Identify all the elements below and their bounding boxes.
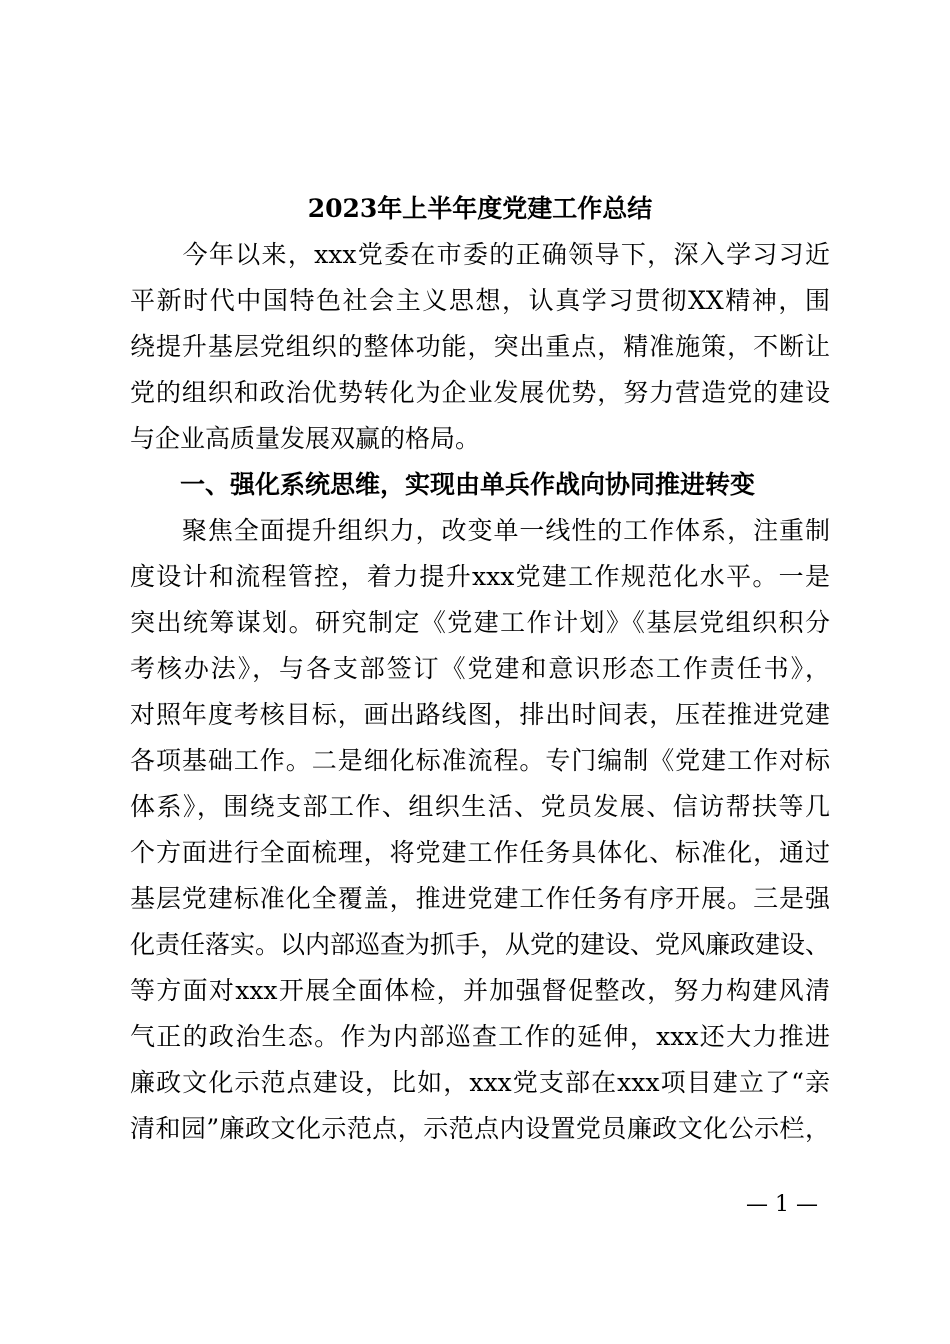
section-heading: 一、强化系统思维，实现由单兵作战向协同推进转变 [130, 470, 756, 499]
paragraph-line: 基层党建标准化全覆盖，推进党建工作任务有序开展。三是强 [130, 884, 830, 913]
paragraph-line: 考核办法》，与各支部签订《党建和意识形态工作责任书》， [130, 654, 830, 683]
paragraph-line: 今年以来，xxx党委在市委的正确领导下，深入学习习近 [130, 240, 830, 269]
paragraph-line: 平新时代中国特色社会主义思想，认真学习贯彻XX精神，围 [130, 286, 830, 315]
paragraph-line: 各项基础工作。二是细化标准流程。专门编制《党建工作对标 [130, 746, 830, 775]
paragraph-line: 聚焦全面提升组织力，改变单一线性的工作体系，注重制 [130, 516, 830, 545]
paragraph-line: 党的组织和政治优势转化为企业发展优势，努力营造党的建设 [130, 378, 830, 407]
paragraph-line: 廉政文化示范点建设，比如，xxx党支部在xxx项目建立了“亲 [130, 1068, 830, 1097]
paragraph-line: 气正的政治生态。作为内部巡查工作的延伸，xxx还大力推进 [130, 1022, 830, 1051]
paragraph-line: 清和园”廉政文化示范点，示范点内设置党员廉政文化公示栏， [130, 1114, 830, 1143]
page-number: — 1 — [746, 1192, 818, 1217]
paragraph-line: 对照年度考核目标，画出路线图，排出时间表，压茬推进党建 [130, 700, 830, 729]
document-title: 2023年上半年度党建工作总结 [307, 194, 653, 223]
paragraph-line: 体系》，围绕支部工作、组织生活、党员发展、信访帮扶等几 [130, 792, 830, 821]
paragraph-line: 个方面进行全面梳理，将党建工作任务具体化、标准化，通过 [130, 838, 830, 867]
paragraph-line: 绕提升基层党组织的整体功能，突出重点，精准施策，不断让 [130, 332, 830, 361]
paragraph-line: 与企业高质量发展双赢的格局。 [130, 424, 481, 453]
paragraph-line: 等方面对xxx开展全面体检，并加强督促整改，努力构建风清 [130, 976, 830, 1005]
paragraph-line: 突出统筹谋划。研究制定《党建工作计划》《基层党组织积分 [130, 608, 830, 637]
paragraph-line: 度设计和流程管控，着力提升xxx党建工作规范化水平。一是 [130, 562, 830, 591]
paragraph-line: 化责任落实。以内部巡查为抓手，从党的建设、党风廉政建设、 [130, 930, 831, 959]
